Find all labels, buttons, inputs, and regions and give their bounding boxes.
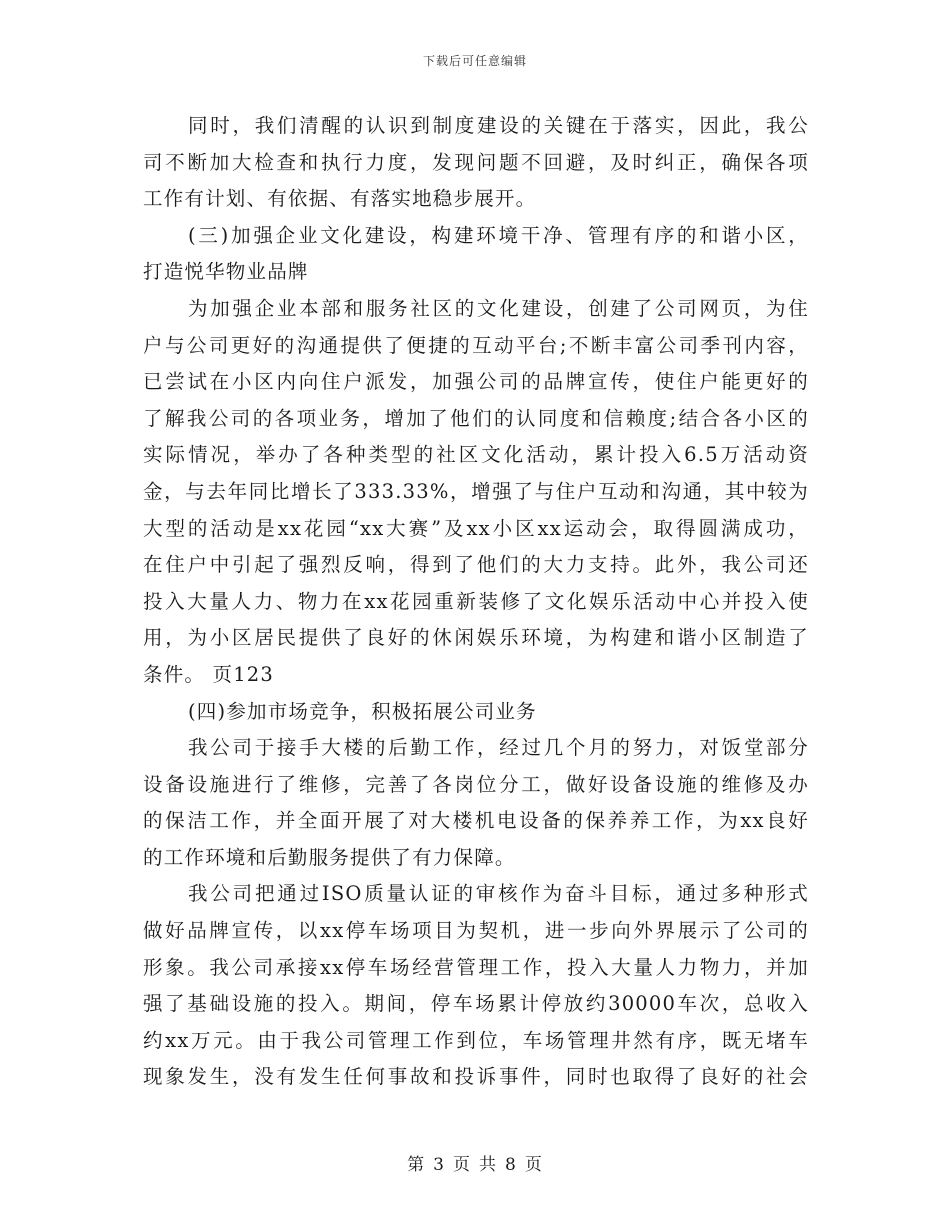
text-line: 投入大量人力、物力在xx花园重新装修了文化娱乐活动中心并投入使 [143, 589, 809, 613]
text-line: 在住户中引起了强烈反响，得到了他们的大力支持。此外，我公司还 [143, 553, 809, 577]
footer-current-page: 3 [433, 1155, 445, 1175]
text-line: 打造悦华物业品牌 [143, 260, 309, 284]
footer-prefix: 第 [407, 1155, 426, 1175]
text-line: 约xx万元。由于我公司管理工作到位，车场管理井然有序，既无堵车 [143, 1028, 809, 1052]
text-line: 实际情况，举办了各种类型的社区文化活动，累计投入6.5万活动资 [143, 443, 809, 467]
text-line: 我公司把通过ISO质量认证的审核作为奋斗目标，通过多种形式 [188, 882, 809, 906]
text-line: 大型的活动是xx花园“xx大赛”及xx小区xx运动会，取得圆满成功， [143, 516, 809, 540]
text-line: 用，为小区居民提供了良好的休闲娱乐环境，为构建和谐小区制造了 [143, 626, 809, 650]
header-note: 下载后可任意编辑 [422, 54, 527, 68]
text-line: 了解我公司的各项业务，增加了他们的认同度和信赖度;结合各小区的 [143, 406, 809, 430]
text-line: 的工作环境和后勤服务提供了有力保障。 [143, 845, 516, 869]
page-footer [0, 1150, 950, 1175]
text-line: 设备设施进行了维修，完善了各岗位分工，做好设备设施的维修及办 [143, 772, 809, 796]
text-line: 做好品牌宣传，以xx停车场项目为契机，进一步向外界展示了公司的 [143, 919, 809, 943]
footer-total-pages: 8 [505, 1155, 517, 1175]
text-line: 条件。 页123 [143, 662, 275, 686]
text-line: 金，与去年同比增长了333.33%，增强了与住户互动和沟通，其中较为 [143, 479, 809, 503]
text-line: 我公司于接手大楼的后勤工作，经过几个月的努力，对饭堂部分 [188, 736, 809, 760]
text-line: 户与公司更好的沟通提供了便捷的互动平台;不断丰富公司季刊内容， [143, 333, 809, 357]
text-line: 已尝试在小区内向住户派发，加强公司的品牌宣传，使住户能更好的 [143, 370, 809, 394]
text-line: (四)参加市场竞争，积极拓展公司业务 [188, 699, 537, 723]
footer-suffix: 页 [524, 1155, 543, 1175]
text-line: 现象发生，没有发生任何事故和投诉事件，同时也取得了良好的社会 [143, 1065, 809, 1089]
text-line: 工作有计划、有依据、有落实地稳步展开。 [143, 187, 537, 211]
document-body [143, 108, 809, 1096]
text-line: 强了基础设施的投入。期间，停车场累计停放约30000车次，总收入 [143, 992, 809, 1016]
text-line: 形象。我公司承接xx停车场经营管理工作，投入大量人力物力，并加 [143, 955, 809, 979]
text-line: 的保洁工作，并全面开展了对大楼机电设备的保养养工作，为xx良好 [143, 809, 809, 833]
text-line: 为加强企业本部和服务社区的文化建设，创建了公司网页，为住 [188, 296, 809, 320]
text-line: 同时，我们清醒的认识到制度建设的关键在于落实，因此，我公 [188, 114, 809, 137]
footer-page-word: 页 [453, 1155, 471, 1175]
footer-total-word: 共 [479, 1155, 497, 1175]
text-line: 司不断加大检查和执行力度，发现问题不回避，及时纠正，确保各项 [143, 150, 809, 174]
text-line: (三)加强企业文化建设，构建环境干净、管理有序的和谐小区， [188, 223, 809, 247]
